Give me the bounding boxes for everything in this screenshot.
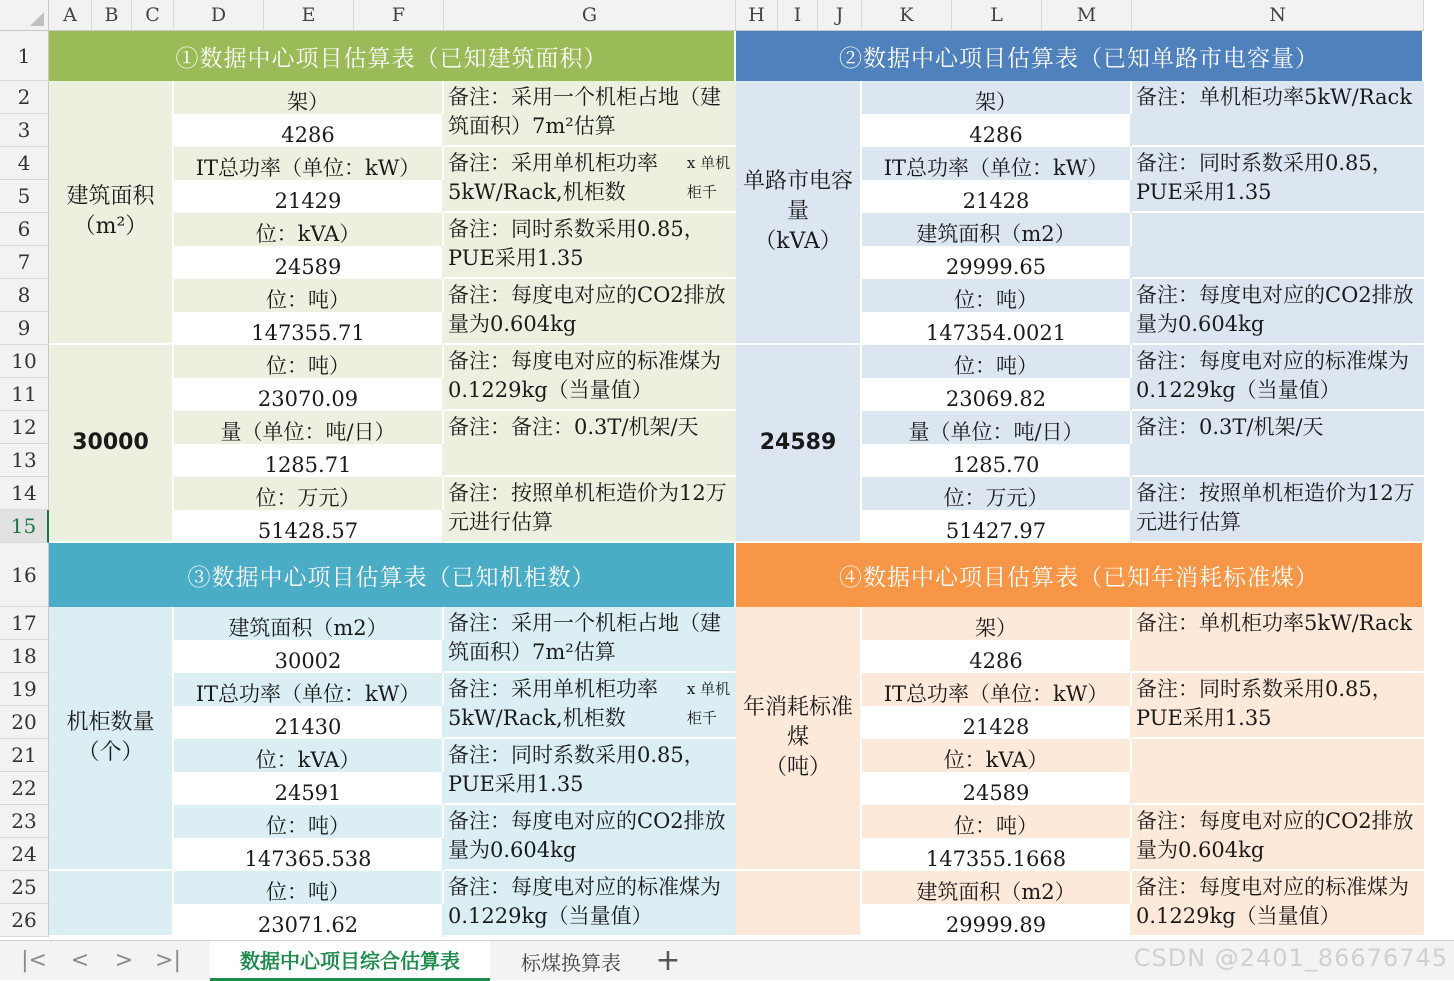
row-header-18[interactable]: 18 — [0, 640, 49, 673]
table1-side-label: 建筑面积 — [66, 184, 155, 209]
column-header-e[interactable]: E — [264, 0, 354, 31]
row-header-9[interactable]: 9 — [0, 312, 49, 345]
table4-item-value[interactable]: 4286 — [862, 640, 1132, 673]
table1-item-note: 备注：采用单机柜功率5kW/Rack,机柜数 x 单机柜千 — [444, 147, 736, 213]
table4-item-label: 位：kVA） — [862, 739, 1132, 772]
table3-item-label: IT总功率（单位：kW） — [174, 673, 444, 706]
table1-item-note: 备注：采用一个机柜占地（建筑面积）7m²估算 — [444, 81, 736, 147]
table3-item-value[interactable]: 23071.62 — [174, 904, 444, 937]
table2-item-label: 架） — [862, 81, 1132, 114]
table1-item-label: 位：吨） — [174, 345, 444, 378]
row-header-19[interactable]: 19 — [0, 673, 49, 706]
column-header-b[interactable]: B — [92, 0, 132, 31]
column-header-f[interactable]: F — [354, 0, 444, 31]
table1-item-value[interactable]: 1285.71 — [174, 444, 444, 477]
prev-sheet-icon[interactable]: < — [70, 947, 90, 973]
row-header-16[interactable]: 16 — [0, 543, 49, 607]
table2-item-value[interactable]: 4286 — [862, 114, 1132, 147]
table3-item-value[interactable]: 30002 — [174, 640, 444, 673]
table3-side-unit: （个） — [77, 740, 144, 765]
table1-item-value[interactable]: 147355.71 — [174, 312, 444, 345]
column-header-l[interactable]: L — [952, 0, 1042, 31]
table3-item-value[interactable]: 24591 — [174, 772, 444, 805]
row-header-3[interactable]: 3 — [0, 114, 49, 147]
add-sheet-icon[interactable]: + — [655, 942, 681, 978]
table4-side-label: 年消耗标准煤 — [742, 695, 853, 750]
column-header-m[interactable]: M — [1042, 0, 1132, 31]
table4-item-label: 建筑面积（m2） — [862, 871, 1132, 904]
table2-input-value[interactable]: 24589 — [759, 430, 837, 455]
table1-item-value[interactable]: 4286 — [174, 114, 444, 147]
row-header-7[interactable]: 7 — [0, 246, 49, 279]
table2-item-note — [1132, 213, 1424, 279]
table4-side-group-2 — [736, 871, 862, 937]
table2-item-note: 备注：0.3T/机架/天 — [1132, 411, 1424, 477]
table3-item-label: 位：kVA） — [174, 739, 444, 772]
table2-item-value[interactable]: 51427.97 — [862, 510, 1132, 543]
table2-item-label: 位：吨） — [862, 345, 1132, 378]
table4-side-group-1 — [736, 607, 862, 871]
table3-item-note: 备注：每度电对应的CO2排放量为0.604kg — [444, 805, 736, 871]
row-header-4[interactable]: 4 — [0, 147, 49, 180]
table3-side-label: 机柜数量 — [66, 710, 155, 735]
table1-item-label: 位：万元） — [174, 477, 444, 510]
table1-side-group-2 — [49, 345, 174, 543]
column-header-a[interactable]: A — [49, 0, 92, 31]
table2-side-unit: （kVA） — [754, 229, 842, 254]
table2-item-value[interactable]: 147354.0021 — [862, 312, 1132, 345]
table4-item-value[interactable]: 24589 — [862, 772, 1132, 805]
column-header-n[interactable]: N — [1132, 0, 1424, 31]
table4-item-label: 架） — [862, 607, 1132, 640]
table4-title: ④数据中心项目估算表（已知年消耗标准煤） — [736, 543, 1424, 607]
table2-item-value[interactable]: 21428 — [862, 180, 1132, 213]
table3-item-note: 备注：每度电对应的标准煤为0.1229kg（当量值） — [444, 871, 736, 937]
table1-item-label: 位：吨） — [174, 279, 444, 312]
column-header-h[interactable]: H — [736, 0, 778, 31]
table1-side-group-1 — [49, 81, 174, 345]
tab-sheet-estimate[interactable]: 数据中心项目综合估算表 — [210, 941, 490, 981]
table1-item-value[interactable]: 51428.57 — [174, 510, 444, 543]
table3-item-value[interactable]: 147365.538 — [174, 838, 444, 871]
next-sheet-icon[interactable]: > — [114, 947, 134, 973]
table3-title: ③数据中心项目估算表（已知机柜数） — [49, 543, 736, 607]
table2-item-note: 备注：单机柜功率5kW/Rack — [1132, 81, 1424, 147]
table2-side-group-1 — [736, 81, 862, 345]
row-header-2[interactable]: 2 — [0, 81, 49, 114]
table1-item-label: IT总功率（单位：kW） — [174, 147, 444, 180]
table2-item-value[interactable]: 1285.70 — [862, 444, 1132, 477]
table3-item-label: 位：吨） — [174, 871, 444, 904]
table1-item-note: 备注：每度电对应的标准煤为0.1229kg（当量值） — [444, 345, 736, 411]
table1-item-value[interactable]: 24589 — [174, 246, 444, 279]
table4-item-value[interactable]: 21428 — [862, 706, 1132, 739]
row-header-23[interactable]: 23 — [0, 805, 49, 838]
row-header-6[interactable]: 6 — [0, 213, 49, 246]
table3-item-label: 位：吨） — [174, 805, 444, 838]
table2-item-value[interactable]: 29999.65 — [862, 246, 1132, 279]
column-header-d[interactable]: D — [174, 0, 264, 31]
column-header-j[interactable]: J — [818, 0, 862, 31]
column-header-i[interactable]: I — [778, 0, 818, 31]
note-overflow-text: x 单机柜千 — [686, 154, 731, 201]
watermark-text: CSDN @2401_86676745 — [1133, 944, 1448, 972]
table2-title: ②数据中心项目估算表（已知单路市电容量） — [736, 31, 1424, 81]
table3-side-group-1 — [49, 607, 174, 871]
table2-item-note: 备注：按照单机柜造价为12万元进行估算 — [1132, 477, 1424, 543]
table3-item-note: 备注：同时系数采用0.85，PUE采用1.35 — [444, 739, 736, 805]
row-header-10[interactable]: 10 — [0, 345, 49, 378]
table4-item-note: 备注：同时系数采用0.85，PUE采用1.35 — [1132, 673, 1424, 739]
table3-side-group-2 — [49, 871, 174, 937]
table4-item-value[interactable]: 147355.1668 — [862, 838, 1132, 871]
select-all-corner[interactable] — [0, 0, 49, 31]
table1-item-note: 备注：每度电对应的CO2排放量为0.604kg — [444, 279, 736, 345]
table4-item-label: IT总功率（单位：kW） — [862, 673, 1132, 706]
table1-side-unit: （m²） — [73, 214, 148, 239]
row-header-25[interactable]: 25 — [0, 871, 49, 904]
row-header-8[interactable]: 8 — [0, 279, 49, 312]
row-header-24[interactable]: 24 — [0, 838, 49, 871]
table4-item-note: 备注：每度电对应的CO2排放量为0.604kg — [1132, 805, 1424, 871]
table1-item-value[interactable]: 21429 — [174, 180, 444, 213]
row-header-20[interactable]: 20 — [0, 706, 49, 739]
row-header-15[interactable]: 15 — [0, 510, 49, 543]
table2-item-label: 建筑面积（m2） — [862, 213, 1132, 246]
table1-item-value[interactable]: 23070.09 — [174, 378, 444, 411]
row-header-11[interactable]: 11 — [0, 378, 49, 411]
table4-item-note — [1132, 739, 1424, 805]
table1-item-label: 架） — [174, 81, 444, 114]
last-sheet-icon[interactable]: >| — [155, 947, 181, 973]
row-header-13[interactable]: 13 — [0, 444, 49, 477]
table2-item-value[interactable]: 23069.82 — [862, 378, 1132, 411]
table1-item-label: 量（单位：吨/日） — [174, 411, 444, 444]
table4-item-note: 备注：每度电对应的标准煤为0.1229kg（当量值） — [1132, 871, 1424, 937]
tab-sheet-coal[interactable]: 标煤换算表 — [521, 950, 621, 975]
first-sheet-icon[interactable]: |< — [21, 947, 47, 973]
column-header-g[interactable]: G — [444, 0, 736, 31]
table4-item-value[interactable]: 29999.89 — [862, 904, 1132, 937]
row-header-26[interactable]: 26 — [0, 904, 49, 937]
table1-item-note: 备注：同时系数采用0.85，PUE采用1.35 — [444, 213, 736, 279]
table1-title: ①数据中心项目估算表（已知建筑面积） — [49, 31, 736, 81]
table2-item-note: 备注：每度电对应的CO2排放量为0.604kg — [1132, 279, 1424, 345]
table1-item-note: 备注：按照单机柜造价为12万元进行估算 — [444, 477, 736, 543]
column-header-c[interactable]: C — [132, 0, 174, 31]
table4-item-note: 备注：单机柜功率5kW/Rack — [1132, 607, 1424, 673]
table1-item-note: 备注：备注：0.3T/机架/天 — [444, 411, 736, 477]
table2-item-label: 位：万元） — [862, 477, 1132, 510]
row-header-14[interactable]: 14 — [0, 477, 49, 510]
table2-item-note: 备注：每度电对应的标准煤为0.1229kg（当量值） — [1132, 345, 1424, 411]
row-header-1[interactable]: 1 — [0, 31, 49, 81]
column-header-k[interactable]: K — [862, 0, 952, 31]
table2-item-label: IT总功率（单位：kW） — [862, 147, 1132, 180]
row-header-17[interactable]: 17 — [0, 607, 49, 640]
table4-side-unit: （吨） — [764, 755, 831, 780]
row-header-5[interactable]: 5 — [0, 180, 49, 213]
row-header-21[interactable]: 21 — [0, 739, 49, 772]
table1-input-value[interactable]: 30000 — [72, 430, 149, 455]
table1-item-label: 位：kVA） — [174, 213, 444, 246]
table2-item-label: 位：吨） — [862, 279, 1132, 312]
table4-item-label: 位：吨） — [862, 805, 1132, 838]
row-header-22[interactable]: 22 — [0, 772, 49, 805]
table3-item-note: 备注：采用单机柜功率5kW/Rack,机柜数 x 单机柜千 — [444, 673, 736, 739]
note-overflow-text: x 单机柜千 — [686, 680, 731, 727]
table2-item-label: 量（单位：吨/日） — [862, 411, 1132, 444]
table3-item-note: 备注：采用一个机柜占地（建筑面积）7m²估算 — [444, 607, 736, 673]
table3-item-value[interactable]: 21430 — [174, 706, 444, 739]
table2-side-group-2 — [736, 345, 862, 543]
table2-item-note: 备注：同时系数采用0.85，PUE采用1.35 — [1132, 147, 1424, 213]
table2-side-label: 单路市电容量 — [742, 169, 853, 224]
table3-item-label: 建筑面积（m2） — [174, 607, 444, 640]
row-header-12[interactable]: 12 — [0, 411, 49, 444]
